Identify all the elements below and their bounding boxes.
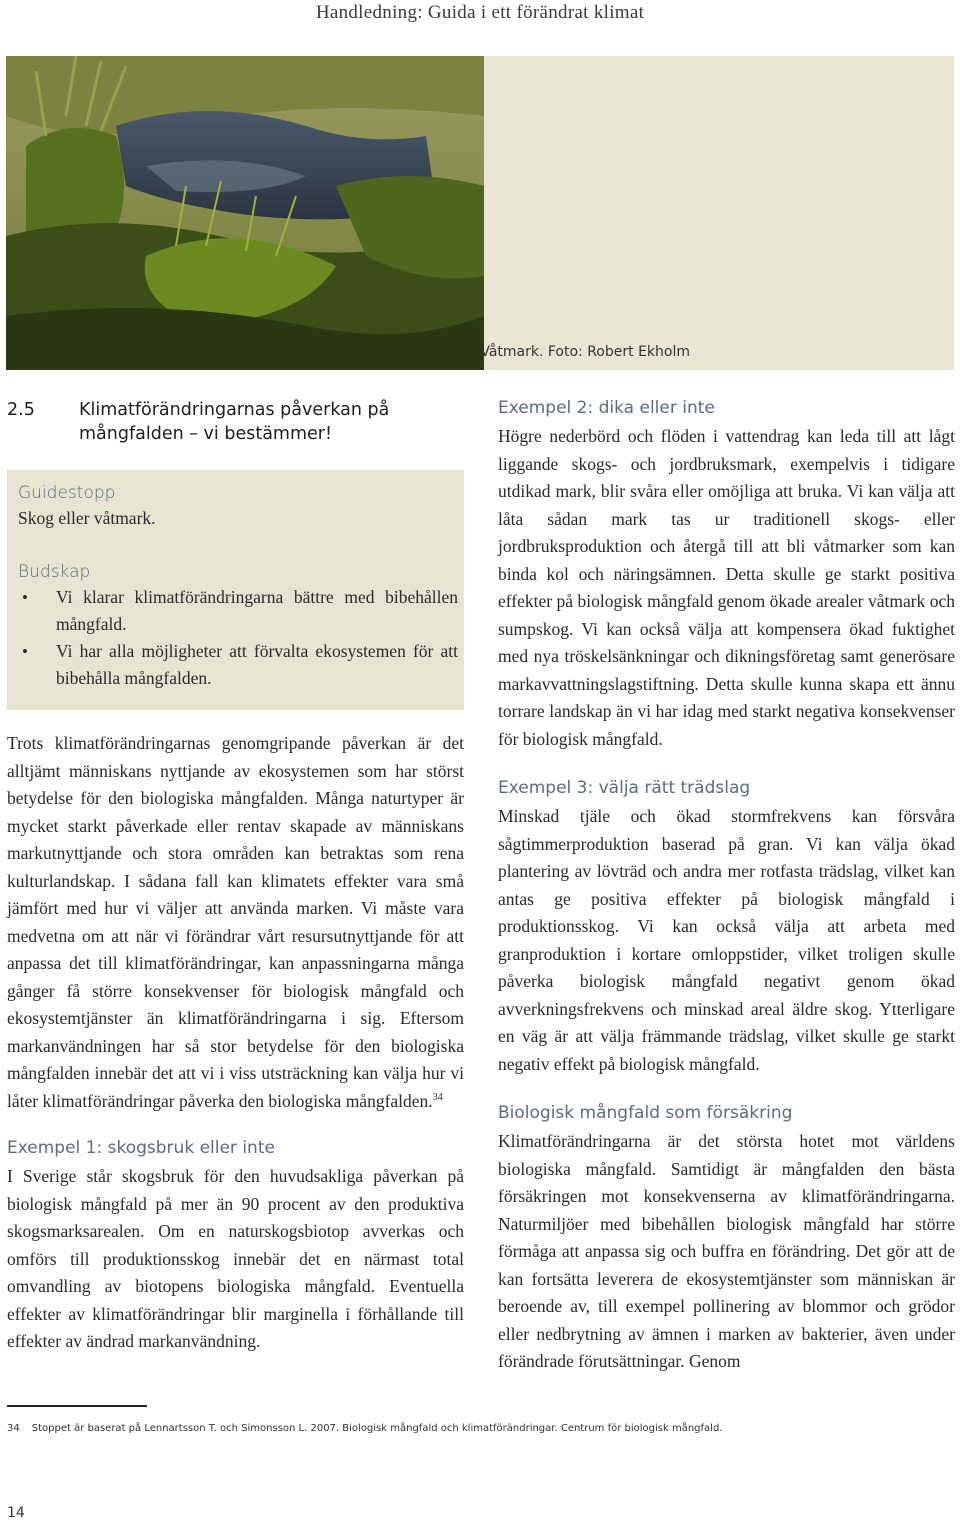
section-title-line1: Klimatförändringarnas påverkan på — [79, 400, 390, 420]
footnote-number: 34 — [7, 1423, 20, 1434]
footnote — [7, 1423, 947, 1434]
example3-text: Minskad tjäle och ökad stormfrekvens kan försvåra sågtimmerproduktion baserad på gran. Vi kan välja ökad plantering av lövträd och andra mer rotfasta trädslag, vilket kan antas ge positiva effekter på biologisk mångfald i produktionsskog. Vi kan också välja att arbeta med granproduktion i kortare omloppstider, vilket troligen skulle påverka biologisk mångfald negativt genom ökad avverkningsfrekvens och minskad areal äldre skog. Ytterligare en väg är att välja främmande trädslag, vilket skulle ge starkt negativ effekt på biologisk mångfald. — [498, 806, 955, 1074]
left-column — [7, 396, 464, 446]
example2-text: Högre nederbörd och flöden i vattendrag kan leda till att lågt liggande skogs- och jordbruksmark, exempelvis i tidigare utdikad mark, blir svåra eller omöjliga att bruka. Vi kan välja att låta sådan mark tas ur traditionell skogs- eller jordbruksproduktion och återgå till att bli våtmarker som kan binda kol och näringsämnen. Detta skulle ge starkt positiva effekter på biologisk mångfald genom ökade arealer våtmark och sumpskog. Vi kan också välja att kompensera ökad fuktighet med nya tröskelsänkningar och dikningsföretag samt generösare markavvattningslagstiftning. Detta skulle kunna skapa ett ännu torrare landskap än vi har idag med starkt negativa konsekvenser för biologisk mångfald. — [498, 426, 955, 749]
budskap-item: • Vi klarar klimatförändringarna bättre med bibehållen mångfald. — [18, 584, 458, 638]
section-number: 2.5 — [7, 400, 35, 420]
budskap-list — [18, 584, 458, 692]
example1-heading: Exempel 1: skogsbruk eller inte — [7, 1138, 275, 1158]
section-title-line2: mångfalden – vi bestämmer! — [79, 424, 332, 444]
footnote-ref: 34 — [432, 1091, 443, 1103]
running-header: Handledning: Guida i ett förändrat klimat — [315, 2, 645, 23]
insurance-heading: Biologisk mångfald som försäkring — [498, 1103, 793, 1123]
photo-caption: Våtmark. Foto: Robert Ekholm — [480, 344, 690, 360]
right-column — [498, 396, 955, 1376]
guide-box — [7, 470, 464, 710]
example1-text: I Sverige står skogsbruk för den huvudsakliga påverkan på biologisk mångfald på mer än 90 procent av den produktiva skogsmarksarealen. Om en naturskogsbiotop avverkas och omförs till produktionsskog innebär det en närmast total omvandling av biotopens biologiska mångfald. Eventuella effekter av klimatförändringar blir marginella i förhållande till effekter av ändrad markanvändning. — [7, 1166, 464, 1351]
left-column-body — [7, 730, 464, 1356]
budskap-item: • Vi har alla möjligheter att förvalta ekosystemen för att bibehålla mångfalden. — [18, 638, 458, 692]
example3-heading: Exempel 3: välja rätt trädslag — [498, 778, 751, 798]
example2-heading: Exempel 2: dika eller inte — [498, 398, 715, 418]
intro-text: Trots klimatförändringarnas genomgripande påverkan är det alltjämt människans nyttjande av ekosystemen som har störst betydelse för den biologiska mångfalden. Många naturtyper är mycket starkt påverkade eller rentav skapade av människans markutnyttjande och stora områden kan betraktas som rena kulturlandskap. I sådana fall kan klimatets effekter vara små jämfört med hur vi väljer att använda marken. Vi måste vara medvetna om att när vi förändrar vårt resursutnyttjande för att anpassa det till klimatförändringar, kan anpassningarna många gånger få större konsekvenser för biologisk mångfald och ekosystemtjänster än klimatförändringarna i sig. Eftersom markanvändningen har så stor betydelse för den biologiska mångfalden innebär det att vi i viss utsträckning kan välja hur vi låter klimatförändringar påverka den biologiska mångfalden. — [7, 733, 464, 1111]
budskap-heading: Budskap — [18, 562, 91, 582]
insurance-text: Klimatförändringarna är det största hotet mot världens biologiska mångfald. Samtidigt är mångfalden den bästa försäkringen mot konsekvenserna av klimatförändringarna. Naturmiljöer med bibehållen biologisk mångfald har större förmåga att anpassa sig och buffra en förändring. Det gör att de kan fortsätta leverera de ekosystemtjänster som människan är beroende av, till exempel pollinering av blommor och grödor eller nedbrytning av ämnen i marken av bakterier, även under förändrade förutsättningar. Genom — [498, 1131, 955, 1371]
guidestopp-heading: Guidestopp — [18, 483, 116, 503]
section-heading — [7, 398, 464, 446]
section-title — [79, 398, 389, 446]
footnote-text: Stoppet är baserat på Lennartsson T. och Simonsson L. 2007. Biologisk mångfald och klimatförändringar. Centrum för biologisk mångfald. — [31, 1423, 723, 1434]
intro-paragraph — [7, 730, 464, 1115]
guidestopp-text: Skog eller våtmark. — [18, 508, 156, 528]
wetland-photo — [6, 56, 484, 370]
footnote-divider — [7, 1405, 147, 1407]
page-number: 14 — [7, 1505, 25, 1521]
wetland-photo-illustration — [6, 56, 484, 370]
photo-panel — [6, 56, 954, 370]
